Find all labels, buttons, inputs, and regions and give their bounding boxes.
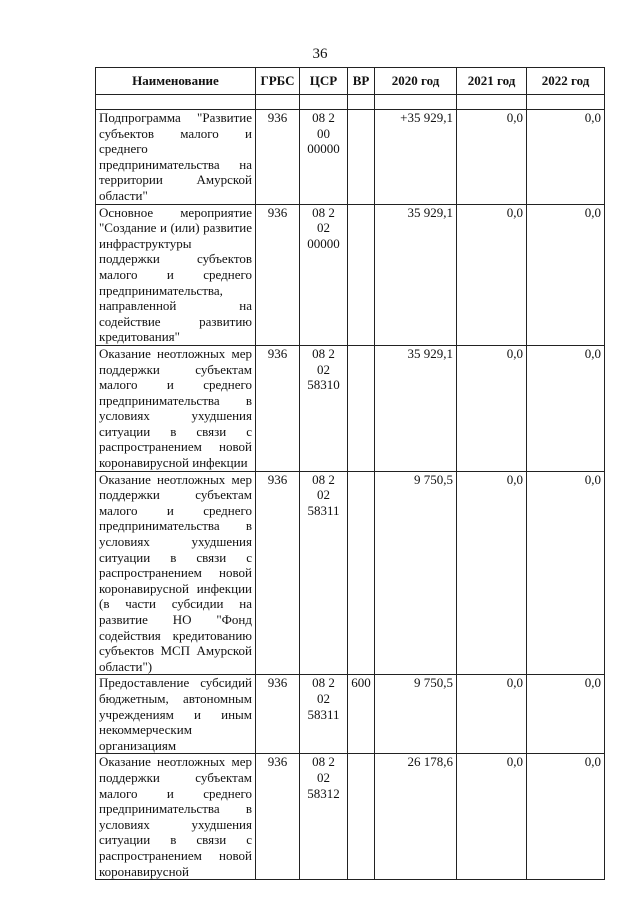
table-body (96, 110, 605, 880)
row-csr-part-3: 00000 (307, 235, 340, 251)
table-row (96, 204, 605, 345)
row-grbs: 936 (256, 345, 300, 471)
row-2021: 0,0 (457, 675, 527, 754)
row-vr (348, 471, 375, 675)
row-2022: 0,0 (527, 110, 605, 205)
row-csr-part-2: 02 (317, 361, 330, 377)
row-2022: 0,0 (527, 471, 605, 675)
row-vr (348, 345, 375, 471)
header-csr: ЦСР (300, 68, 348, 95)
row-name: Основное мероприятие "Создание и (или) развитие инфраструктуры поддержки субъектов малого и среднего предпринимательства, направленной на содействие развитию кредитования" (96, 204, 256, 345)
row-2020: +35 929,1 (375, 110, 457, 205)
page-number: 36 (312, 46, 328, 62)
row-csr-part-1: 08 2 (312, 675, 335, 691)
header-2022: 2022 год (527, 68, 605, 95)
row-2020: 35 929,1 (375, 204, 457, 345)
table-row (96, 754, 605, 880)
row-2020: 9 750,5 (375, 675, 457, 754)
row-vr: 600 (348, 675, 375, 754)
row-name: Оказание неотложных мер поддержки субъектам малого и среднего предпринимательства в условиях ухудшения ситуации в связи с распространением новой коронавирусной инфекции (96, 345, 256, 471)
header-grbs: ГРБС (256, 68, 300, 95)
row-grbs: 936 (256, 754, 300, 880)
row-2022: 0,0 (527, 754, 605, 880)
row-csr (300, 110, 348, 205)
row-grbs: 936 (256, 204, 300, 345)
row-2020: 26 178,6 (375, 754, 457, 880)
row-grbs: 936 (256, 110, 300, 205)
row-2022: 0,0 (527, 204, 605, 345)
row-csr-part-3: 58311 (307, 502, 340, 518)
row-2021: 0,0 (457, 754, 527, 880)
row-csr-part-2: 00 (317, 125, 330, 141)
row-vr (348, 754, 375, 880)
header-vr: ВР (348, 68, 375, 95)
row-csr (300, 204, 348, 345)
table-row (96, 471, 605, 675)
row-csr-part-2: 02 (317, 220, 330, 236)
row-2022: 0,0 (527, 345, 605, 471)
row-name: Подпрограмма "Развитие субъектов малого и среднего предпринимательства на территории Амурской области" (96, 110, 256, 205)
header-2021: 2021 год (457, 68, 527, 95)
row-csr-part-3: 00000 (307, 141, 340, 157)
row-csr (300, 754, 348, 880)
row-csr (300, 675, 348, 754)
row-name: Предоставление субсидий бюджетным, автономным учреждениям и иным некоммерческим организациям (96, 675, 256, 754)
row-csr-part-2: 02 (317, 769, 330, 785)
row-csr-part-2: 02 (317, 487, 330, 503)
row-csr (300, 471, 348, 675)
row-csr-part-3: 58312 (307, 785, 340, 801)
table-header (96, 68, 605, 110)
row-csr-part-1: 08 2 (312, 754, 335, 770)
row-csr-part-1: 08 2 (312, 471, 335, 487)
row-csr-part-1: 08 2 (312, 204, 335, 220)
row-vr (348, 110, 375, 205)
table-row (96, 345, 605, 471)
row-vr (348, 204, 375, 345)
row-2021: 0,0 (457, 204, 527, 345)
header-spacer-row (96, 95, 605, 110)
row-2020: 9 750,5 (375, 471, 457, 675)
row-name: Оказание неотложных мер поддержки субъектам малого и среднего предпринимательства в условиях ухудшения ситуации в связи с распространением новой коронавирусной (96, 754, 256, 880)
row-2022: 0,0 (527, 675, 605, 754)
header-2020: 2020 год (375, 68, 457, 95)
row-csr-part-2: 02 (317, 690, 330, 706)
row-2021: 0,0 (457, 110, 527, 205)
table-row (96, 675, 605, 754)
row-csr-part-3: 58311 (307, 706, 340, 722)
row-2021: 0,0 (457, 471, 527, 675)
row-csr-part-1: 08 2 (312, 110, 335, 125)
header-name: Наименование (96, 68, 256, 95)
row-csr-part-1: 08 2 (312, 345, 335, 361)
budget-table (95, 67, 605, 880)
row-name: Оказание неотложных мер поддержки субъектам малого и среднего предпринимательства в условиях ухудшения ситуации в связи с распространением новой коронавирусной инфекции (в части субсидии на развитие НО "Фонд содействия кредитованию субъектов МСП Амурской области") (96, 471, 256, 675)
row-csr (300, 345, 348, 471)
row-2020: 35 929,1 (375, 345, 457, 471)
row-grbs: 936 (256, 471, 300, 675)
row-grbs: 936 (256, 675, 300, 754)
row-2021: 0,0 (457, 345, 527, 471)
row-csr-part-3: 58310 (307, 377, 340, 393)
table-row (96, 110, 605, 205)
